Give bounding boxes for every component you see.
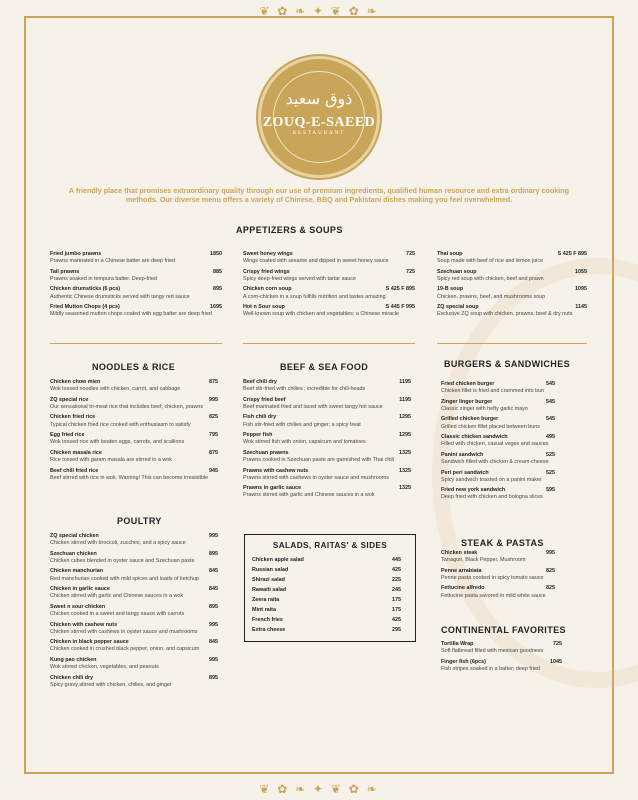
salads-box [244,534,416,642]
menu-item-description: Prawns marinated in a Chinese batter are deep fried [50,258,175,265]
menu-item-price: 995 [209,533,218,539]
menu-item [243,485,411,499]
menu-item [441,416,555,430]
divider-line [50,343,222,344]
menu-item-description: Deep fried with chicken and bologna slices [441,494,543,501]
appetizers-column-3 [437,251,587,322]
menu-item-name: Kung pao chicken [50,656,97,663]
menu-item-header [441,585,555,592]
menu-item-description: Chicken cooked in a sweet and tangy sauce with carrots [50,611,185,618]
menu-item-name: Sweet honey wings [243,251,293,257]
menu-item-name: Chicken drumsticks (6 pcs) [50,286,121,293]
menu-item-price: 1325 [399,485,411,492]
menu-item-header [50,397,218,404]
section-title-noodles: NOODLES & RICE [92,362,176,372]
appetizers-column-2 [243,251,415,322]
menu-item-name: Chicken in garlic sauce [50,586,110,593]
section-title-appetizers: APPETIZERS & SOUPS [236,225,343,235]
menu-item-header [243,251,415,258]
menu-item [441,399,555,413]
divider-line [437,343,587,344]
salad-item [245,585,415,595]
menu-item-price: 1055 [575,268,587,275]
bottom-ornament: ❦ ✿ ❧ ✦ ❦ ✿ ❧ [259,782,379,796]
menu-item-description: Fish stripes soaked in a batter; deep fried [441,665,540,672]
menu-item-description: Spicy gravy stirred with chicken, chilies, and ginger [50,681,172,688]
section-title-continental: CONTINENTAL FAVORITES [441,625,566,635]
salads-list [245,555,415,635]
menu-item-description: Wok tossed rice with beaten eggs, carrots, and scallions [50,439,185,446]
menu-item-header [437,286,587,293]
menu-item-name: ZQ special chicken [50,533,99,539]
menu-item-name: Chicken corn soup [243,286,292,293]
menu-item-header [243,379,411,386]
menu-item-price: 1295 [399,432,411,439]
menu-item-description: Wings coated with sesame and dipped in sweet honey sauce [243,258,389,265]
menu-item-name: Fried jumbo prawns [50,251,102,257]
menu-item-name: Chicken in black pepper sauce [50,639,129,646]
menu-item-header [243,485,411,492]
menu-item-name: Chicken masala rice [50,449,102,456]
menu-item-name: Szechuan soup [437,268,477,275]
menu-item [50,568,218,582]
menu-item-name: Penne arrabiata [441,567,482,574]
menu-item-header [50,286,222,293]
menu-item [441,641,562,655]
menu-item-name: Prawns in garlic sauce [243,485,302,492]
menu-item-header [50,533,218,540]
menu-item [243,251,415,265]
menu-item-description: Spicy sandwich toasted on a panini maker [441,476,542,483]
menu-item [50,675,218,689]
menu-item-name: 19-B soup [437,286,464,293]
menu-item [243,414,411,428]
menu-item-description: Sandwich filled with chicken & cream-cheese [441,459,549,466]
tagline: A friendly place that promises extraordinary quality through our use of premium ingredients, qualified human resource and extra ordinary cooking methods. Our diverse menu offers a variety of Chinese, BBQ and Pakistani dishes making you feel overwhelmed. [68,186,570,204]
menu-item-price: 525 [546,451,555,458]
salad-item-name: Russian salad [252,567,289,573]
menu-item-header [441,452,555,459]
menu-item [50,397,218,411]
menu-item-header [441,416,555,423]
menu-item-name: Egg fried rice [50,432,85,439]
menu-item-description: Fish stir-fried with chilies and ginger; a spicy treat [243,421,361,428]
menu-item-price: 1095 [575,286,587,293]
menu-item-description: Mildly seasoned mutton chops coated with egg batter are deep fried [50,311,212,318]
menu-item [50,432,218,446]
menu-item-header [50,568,218,575]
menu-item-description: Wok stirred fish with onion, capsicum and tomatoes [243,439,366,446]
menu-item [243,432,411,446]
menu-item-header [243,468,411,475]
menu-item-header [441,550,555,557]
menu-item [437,269,587,283]
salad-item-price: 175 [392,607,401,613]
menu-item-description: Prawns stirred with cashews in oyster sauce and mushrooms [243,474,389,481]
menu-item-description: Beef stir-fried with chilies ; incredible for chili-heads [243,386,366,393]
menu-item-name: Chicken chili dry [50,674,94,681]
menu-item-name: Fried Mutton Chops (4 pcs) [50,304,120,311]
menu-item-price: 995 [546,550,555,556]
menu-item-price: 545 [546,381,555,387]
menu-item-price: 1295 [399,414,411,421]
salad-item [245,565,415,575]
menu-item-name: Fettucine alfredo [441,585,485,592]
menu-item-price: 825 [209,414,218,421]
salad-item [245,625,415,635]
menu-item-header [243,269,415,276]
menu-item-price: 875 [209,379,218,385]
menu-item [50,269,222,283]
menu-item [243,286,415,300]
menu-item-name: Chicken with cashew nuts [50,621,118,628]
menu-item-description: Spicy red soup with chicken, beef and prawn [437,275,544,282]
menu-item-price: 545 [546,398,555,405]
section-title-salads: SALADS, RAITAS' & SIDES [272,541,388,550]
section-title-steak: STEAK & PASTAS [461,538,544,548]
menu-item-name: Beef chili dry [243,379,277,385]
menu-item [50,622,218,636]
menu-item-price: 1325 [399,449,411,456]
menu-item-name: ZQ special rice [50,396,89,403]
salad-item-name: Rawaiti salad [252,587,287,593]
menu-item-name: Fish chili dry [243,414,277,421]
salad-item [245,575,415,585]
menu-item [441,659,562,673]
salad-item-name: Mint raita [252,607,276,613]
menu-item-price: 995 [209,396,218,403]
menu-item-header [441,470,555,477]
menu-item-price: 1850 [210,251,222,257]
menu-item [243,269,415,283]
menu-item-name: Crispy fried beef [243,396,286,403]
menu-item [441,470,555,484]
menu-item [50,551,218,565]
menu-item-name: Pepper fish [243,432,273,439]
menu-item-name: Peri peri sandwich [441,469,489,476]
menu-item-header [243,414,411,421]
menu-item-name: Classic chicken sandwich [441,434,508,441]
menu-item-price: 795 [209,432,218,439]
menu-item-name: Chicken fried rice [50,414,96,421]
salad-item-price: 445 [392,557,401,563]
menu-item-description: Classic zinger with hefty garlic mayo [441,405,528,412]
menu-item-header [441,641,562,648]
salad-item-price: 225 [392,577,401,583]
menu-item-header [243,286,415,293]
menu-item [50,286,222,300]
menu-item-header [50,622,218,629]
salad-item-price: 425 [392,567,401,573]
menu-item [243,379,411,393]
menu-item-price: 845 [209,568,218,575]
menu-item [50,657,218,671]
menu-item-name: Fried chicken burger [441,381,495,387]
menu-item [50,533,218,547]
menu-item [437,304,587,318]
menu-item-header [437,304,587,311]
salad-item-price: 175 [392,597,401,603]
menu-item-name: ZQ special soup [437,304,479,311]
menu-item-price: 995 [209,621,218,628]
divider-line [243,343,415,344]
menu-item-price: 495 [546,434,555,441]
menu-item-description: Chicken cubes blended in oyster sauce and Szechuan paste [50,557,195,564]
menu-item [441,434,555,448]
menu-item-description: Grilled chicken fillet placed between buns [441,423,540,430]
section-title-burgers: BURGERS & SANDWICHES [444,359,571,369]
menu-item-description: Red manchurian cooked with mild spices and loads of ketchup [50,575,199,582]
menu-item-header [50,657,218,664]
menu-item-price: S 445 F 995 [385,304,415,311]
menu-item [50,251,222,265]
steak-list [441,550,555,603]
menu-item-description: Chicken cooked in crushed black pepper, onion, and capsicum [50,646,200,653]
menu-item-description: Well-known soup with chicken and vegetables; a Chinese miracle [243,311,400,318]
menu-item-description: Chicken stirred with garlic and Chinese sauces in a wok [50,593,184,600]
menu-item-description: Our sensational tri-meat rice that includes beef, chicken, prawns [50,403,204,410]
continental-list [441,641,562,676]
beef-list [243,379,411,503]
salad-item-name: Extra cheese [252,627,286,633]
menu-item-header [50,251,222,258]
menu-item-description: Exclusive ZQ soup with chicken, prawns, beef & dry nuts [437,311,573,318]
menu-item [441,487,555,501]
menu-item-price: S 425 F 895 [557,251,587,257]
menu-item-price: 995 [209,656,218,663]
menu-item-header [50,450,218,457]
menu-item-price: 725 [406,268,415,275]
menu-item-description: Wok stirred chicken, vegetables, and peanuts [50,664,159,671]
menu-item-name: Beef chili fried rice [50,467,99,474]
menu-item-name: Chicken steak [441,550,478,556]
menu-item [50,604,218,618]
noodles-list [50,379,218,485]
menu-item-price: S 425 F 895 [385,286,415,293]
burgers-list [441,381,555,505]
salad-item [245,555,415,565]
menu-item-price: 1195 [399,396,411,403]
menu-item-price: 875 [209,449,218,456]
menu-item-description: Soup made with beef of rice and lemon juice [437,258,544,265]
salad-item-name: Zeera raita [252,597,280,603]
menu-item-price: 825 [546,585,555,592]
salad-item-name: Chicken apple salad [252,557,304,563]
menu-item [243,468,411,482]
salad-item-price: 425 [392,617,401,623]
menu-item [50,468,218,482]
menu-item-header [50,586,218,593]
menu-item-name: Finger fish (6pcs) [441,658,486,665]
menu-item-header [441,381,555,388]
menu-item-description: Prawns soaked in tempura batter. Deep-fried [50,275,157,282]
menu-item-description: Authentic Chinese drumsticks served with tangy red sauce [50,293,190,300]
menu-item [50,450,218,464]
menu-item-header [50,432,218,439]
poultry-list [50,533,218,692]
menu-item-price: 1325 [399,467,411,474]
menu-item-price: 845 [209,586,218,593]
menu-item [437,286,587,300]
menu-item-price: 895 [209,550,218,557]
menu-item-price: 1045 [550,658,562,665]
menu-item-header [50,304,222,311]
menu-item-name: Chicken manchurian [50,568,104,575]
menu-item [243,450,411,464]
section-title-beef: BEEF & SEA FOOD [280,362,369,372]
menu-item-name: Crispy fried wings [243,268,290,275]
menu-item-price: 845 [209,639,218,646]
logo-subtitle: RESTAURANT [292,131,346,136]
salad-item [245,595,415,605]
menu-item-price: 945 [209,467,218,474]
menu-item [441,585,555,599]
menu-item-description: Soft flatbread filled with mexican goodness [441,648,544,655]
menu-item-description: Prawns cooked in Szechuan paste are garnished with Thai chili [243,457,394,464]
menu-item-description: Filled with chicken, casual veges and sauces [441,441,549,448]
menu-item-name: Panini sandwich [441,451,484,458]
menu-item-description: A corn-chicken in a soup fulfills nutrition and tastes amazing [243,293,386,300]
menu-item-price: 825 [546,567,555,574]
menu-item-header [243,432,411,439]
menu-item [50,639,218,653]
menu-item-price: 885 [213,268,222,275]
menu-item-description: Rice tossed with garam masala are stirred in a wok [50,457,172,464]
menu-item-header [50,379,218,386]
menu-item-price: 525 [546,469,555,476]
restaurant-logo [258,56,380,178]
menu-item-header [243,397,411,404]
menu-item-description: Beef marinated fried and laced with sweet tangy hot sauce [243,403,383,410]
menu-item-description: Wok tossed noodles with chicken, carrot, and cabbage [50,386,181,393]
menu-item-name: Grilled chicken burger [441,416,499,423]
salad-item-price: 295 [392,627,401,633]
menu-item-price: 595 [546,487,555,494]
salad-item-name: French fries [252,617,283,623]
menu-item-name: Szechuan prawns [243,449,289,456]
menu-item-description: Beef stirred with rice in wok. Warning! This can become irresistible [50,474,209,481]
menu-item-price: 1695 [210,304,222,311]
menu-item-name: Tail prawns [50,268,80,275]
menu-item-price: 545 [546,416,555,423]
menu-item-header [441,434,555,441]
menu-item-price: 895 [209,603,218,610]
menu-item-header [50,414,218,421]
menu-item-header [437,251,587,258]
menu-item-description: Typical chicken fried rice cooked with enthusiasm to satisfy [50,421,191,428]
menu-item-header [50,639,218,646]
menu-item-name: Prawns with cashew nuts [243,467,309,474]
menu-item [441,568,555,582]
menu-item-description: Tarragon, Black Pepper, Mushroom [441,557,526,564]
menu-item-header [50,269,222,276]
menu-item-header [441,568,555,575]
menu-item-description: Chicken stirred with broccoli, zucchini, and a spicy sauce [50,540,186,547]
salad-item-name: Shirazi salad [252,577,285,583]
menu-item-price: 725 [406,251,415,257]
menu-item [50,379,218,393]
menu-item [50,304,222,318]
menu-item-description: Fettucine pasta savored in mild white sauce [441,592,546,599]
menu-item [243,304,415,318]
menu-item-header [437,269,587,276]
menu-item-price: 725 [553,641,562,647]
section-title-poultry: POULTRY [117,516,162,526]
menu-item-price: 1195 [399,379,411,385]
menu-item-name: Fried new york sandwich [441,487,506,494]
menu-item [441,550,555,564]
menu-item-name: Szechuan chicken [50,550,97,557]
salad-item-price: 245 [392,587,401,593]
menu-item-header [50,551,218,558]
menu-item-name: Zinger linger burger [441,398,493,405]
menu-item-header [50,468,218,475]
menu-item [50,586,218,600]
salad-item [245,605,415,615]
menu-item [441,381,555,395]
menu-item-description: Chicken fillet is fried and crammed into bun [441,388,545,395]
menu-item-price: 895 [213,286,222,293]
menu-item-header [441,659,562,666]
menu-item-description: Spicy deep-fried wings served with tartar sauce [243,275,356,282]
menu-item-header [50,604,218,611]
menu-item [441,452,555,466]
menu-item [243,397,411,411]
menu-item-header [243,304,415,311]
menu-item-description: Prawns stirred with garlic and Chinese sauces in a wok [243,492,375,499]
menu-item-header [441,399,555,406]
menu-item-name: Chicken chow mien [50,379,101,385]
menu-item-name: Sweet n sour chicken [50,603,106,610]
menu-item-name: Tortilla Wrap [441,641,474,647]
appetizers-column-1 [50,251,222,322]
menu-item-price: 1145 [575,304,587,311]
menu-item [437,251,587,265]
logo-arabic-text: ذوق سعید [285,89,353,108]
menu-item [50,414,218,428]
menu-item-description: Chicken, prawns, beef, and mushrooms soup [437,293,546,300]
menu-item-price: 895 [209,674,218,681]
menu-item-description: Chicken stirred with cashews in oyster sauce and mushrooms [50,628,198,635]
menu-item-name: Hot n Sour soup [243,304,285,311]
menu-item-name: Thai soup [437,251,463,257]
logo-name: ZOUQ-E-SAEED [262,115,376,130]
menu-item-header [243,450,411,457]
top-ornament: ❦ ✿ ❧ ✦ ❦ ✿ ❧ [259,4,379,18]
menu-item-header [50,675,218,682]
menu-item-description: Penne pasta cooked in spicy tomato sauce [441,574,544,581]
salad-item [245,615,415,625]
menu-item-header [441,487,555,494]
